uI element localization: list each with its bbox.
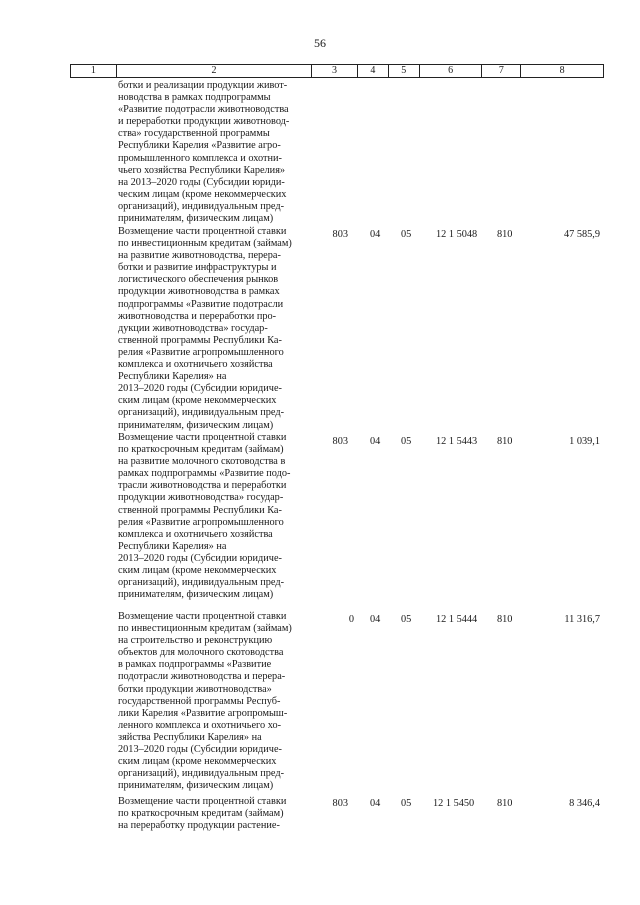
header-col-5: 5 [389, 65, 420, 77]
row-3-col-7: 810 [497, 614, 513, 625]
desc-line: трасли животноводства и переработки [118, 480, 287, 492]
row-4-col-7: 810 [497, 798, 513, 809]
desc-line: релия «Развитие агропромышленного [118, 346, 284, 358]
desc-line: государственной программы Респуб- [118, 695, 281, 707]
desc-line: принимателям, физическим лицам) [118, 589, 274, 601]
row-1-col-7: 810 [497, 229, 513, 240]
row-4-description [118, 796, 302, 832]
desc-line: ским лицам (кроме некоммерческих [118, 395, 277, 407]
desc-line: по инвестиционным кредитам (займам) [118, 623, 292, 635]
row-2-col-5: 05 [401, 436, 412, 447]
desc-line: ленного комплекса и охотничьего хо- [118, 719, 282, 731]
desc-line: животноводства и переработки про- [118, 310, 277, 322]
row-2-col-6: 12 1 5443 [436, 436, 478, 447]
desc-line: комплекса и охотничьего хозяйства [118, 528, 273, 540]
desc-line: принимателям, физическим лицам) [118, 780, 274, 792]
desc-line: организаций), индивидуальным пред- [118, 407, 285, 419]
row-3-col-5: 05 [401, 614, 412, 625]
desc-line: по инвестиционным кредитам (займам) [118, 238, 292, 250]
desc-line: ским лицам (кроме некоммерческих [118, 565, 277, 577]
desc-line: лики Карелия «Развитие агропромыш- [118, 707, 288, 719]
desc-line: зяйства Республики Карелия» на [118, 731, 262, 743]
page-number: 56 [314, 36, 326, 50]
row-1-col-4: 04 [370, 229, 381, 240]
desc-line: принимателям, физическим лицам) [118, 419, 274, 431]
row-2-col-3: 803 [332, 436, 348, 447]
desc-line: подпрограммы «Развитие подотрасли [118, 298, 284, 310]
row-4-col-3: 803 [332, 798, 348, 809]
desc-line: логистического обеспечения рынков [118, 274, 279, 286]
row-3-col-8: 11 316,7 [564, 614, 600, 625]
desc-line: Возмещение части процентной ставки [118, 796, 287, 807]
desc-line: 2013–2020 годы (Субсидии юридиче- [118, 744, 282, 756]
desc-line: продукции животноводства в рамках [118, 286, 280, 298]
desc-line: ботки продукции животноводства» [118, 683, 272, 695]
row-3-col-3: 0 [348, 614, 354, 625]
desc-line: по краткосрочным кредитам (займам) [118, 808, 284, 820]
desc-line: на строительство и реконструкцию [118, 635, 273, 647]
desc-line: ственной программы Республики Ка- [118, 504, 282, 516]
continuation-description [118, 80, 302, 225]
desc-line: на развитие животноводства, перера- [118, 250, 281, 262]
header-col-7: 7 [482, 65, 521, 77]
desc-line: организаций), индивидуальным пред- [118, 200, 285, 212]
desc-line: рамках подпрограммы «Развитие подо- [118, 468, 291, 480]
desc-line: дукции животноводства» государ- [118, 322, 268, 334]
desc-line: чьего хозяйства Республики Карелия» [118, 164, 286, 176]
desc-line: объектов для молочного скотоводства [118, 647, 284, 659]
header-col-2: 2 [117, 65, 312, 77]
desc-line: на 2013–2020 годы (Субсидии юриди- [118, 176, 285, 188]
desc-line: ским лицам (кроме некоммерческих [118, 756, 277, 768]
row-2-col-8: 1 039,1 [569, 436, 600, 447]
desc-line: на развитие молочного скотоводства в [118, 456, 286, 468]
desc-line: релия «Развитие агропромышленного [118, 516, 284, 528]
row-4-col-4: 04 [370, 798, 381, 809]
desc-line: Республики Карелия» на [118, 540, 227, 552]
row-3-description [118, 611, 302, 792]
desc-line: комплекса и охотничьего хозяйства [118, 359, 273, 371]
row-3-col-4: 04 [370, 614, 381, 625]
desc-line: новодства в рамках подпрограммы [118, 92, 271, 104]
row-2-col-4: 04 [370, 436, 381, 447]
row-4-col-8: 8 346,4 [569, 798, 600, 809]
row-2-col-7: 810 [497, 436, 513, 447]
desc-line: ботки и развитие инфраструктуры и [118, 262, 277, 274]
desc-line: ственной программы Республики Ка- [118, 334, 282, 346]
desc-line: 2013–2020 годы (Субсидии юридиче- [118, 552, 282, 564]
desc-line: ботки и реализации продукции живот- [118, 80, 288, 91]
desc-line: Возмещение части процентной ставки [118, 226, 287, 237]
desc-line: Республики Карелия» на [118, 371, 227, 383]
desc-line: Республики Карелия «Развитие агро- [118, 140, 281, 152]
desc-line: продукции животноводства» государ- [118, 492, 284, 504]
row-1-col-8: 47 585,9 [563, 229, 600, 240]
row-4-col-5: 05 [401, 798, 412, 809]
desc-line: ства» государственной программы [118, 128, 270, 140]
desc-line: 2013–2020 годы (Субсидии юридиче- [118, 383, 282, 395]
desc-line: на переработку продукции растение- [118, 820, 280, 832]
desc-line: в рамках подпрограммы «Развитие [118, 659, 272, 671]
header-col-4: 4 [358, 65, 389, 77]
desc-line: промышленного комплекса и охотни- [118, 152, 282, 164]
desc-line: «Развитие подотрасли животноводства [118, 104, 289, 116]
header-col-6: 6 [420, 65, 483, 77]
desc-line: по краткосрочным кредитам (займам) [118, 444, 284, 456]
desc-line: Возмещение части процентной ставки [118, 611, 287, 622]
row-1-col-3: 803 [332, 229, 348, 240]
header-col-3: 3 [312, 65, 358, 77]
desc-line: ческим лицам (кроме некоммерческих [118, 188, 287, 200]
row-1-col-6: 12 1 5048 [436, 229, 478, 240]
row-3-col-6: 12 1 5444 [436, 614, 478, 625]
desc-line: и переработки продукции животновод- [118, 116, 290, 128]
desc-line: принимателям, физическим лицам) [118, 213, 274, 225]
desc-line: организаций), индивидуальным пред- [118, 577, 285, 589]
desc-line: подотрасли животноводства и перера- [118, 671, 286, 683]
row-2-description [118, 432, 302, 601]
desc-line: Возмещение части процентной ставки [118, 432, 287, 443]
header-col-1: 1 [71, 65, 117, 77]
row-1-col-5: 05 [401, 229, 412, 240]
row-1-description [118, 226, 302, 432]
row-4-col-6: 12 1 5450 [433, 798, 475, 809]
table-header [70, 64, 604, 78]
desc-line: организаций), индивидуальным пред- [118, 768, 285, 780]
header-col-8: 8 [559, 65, 565, 76]
